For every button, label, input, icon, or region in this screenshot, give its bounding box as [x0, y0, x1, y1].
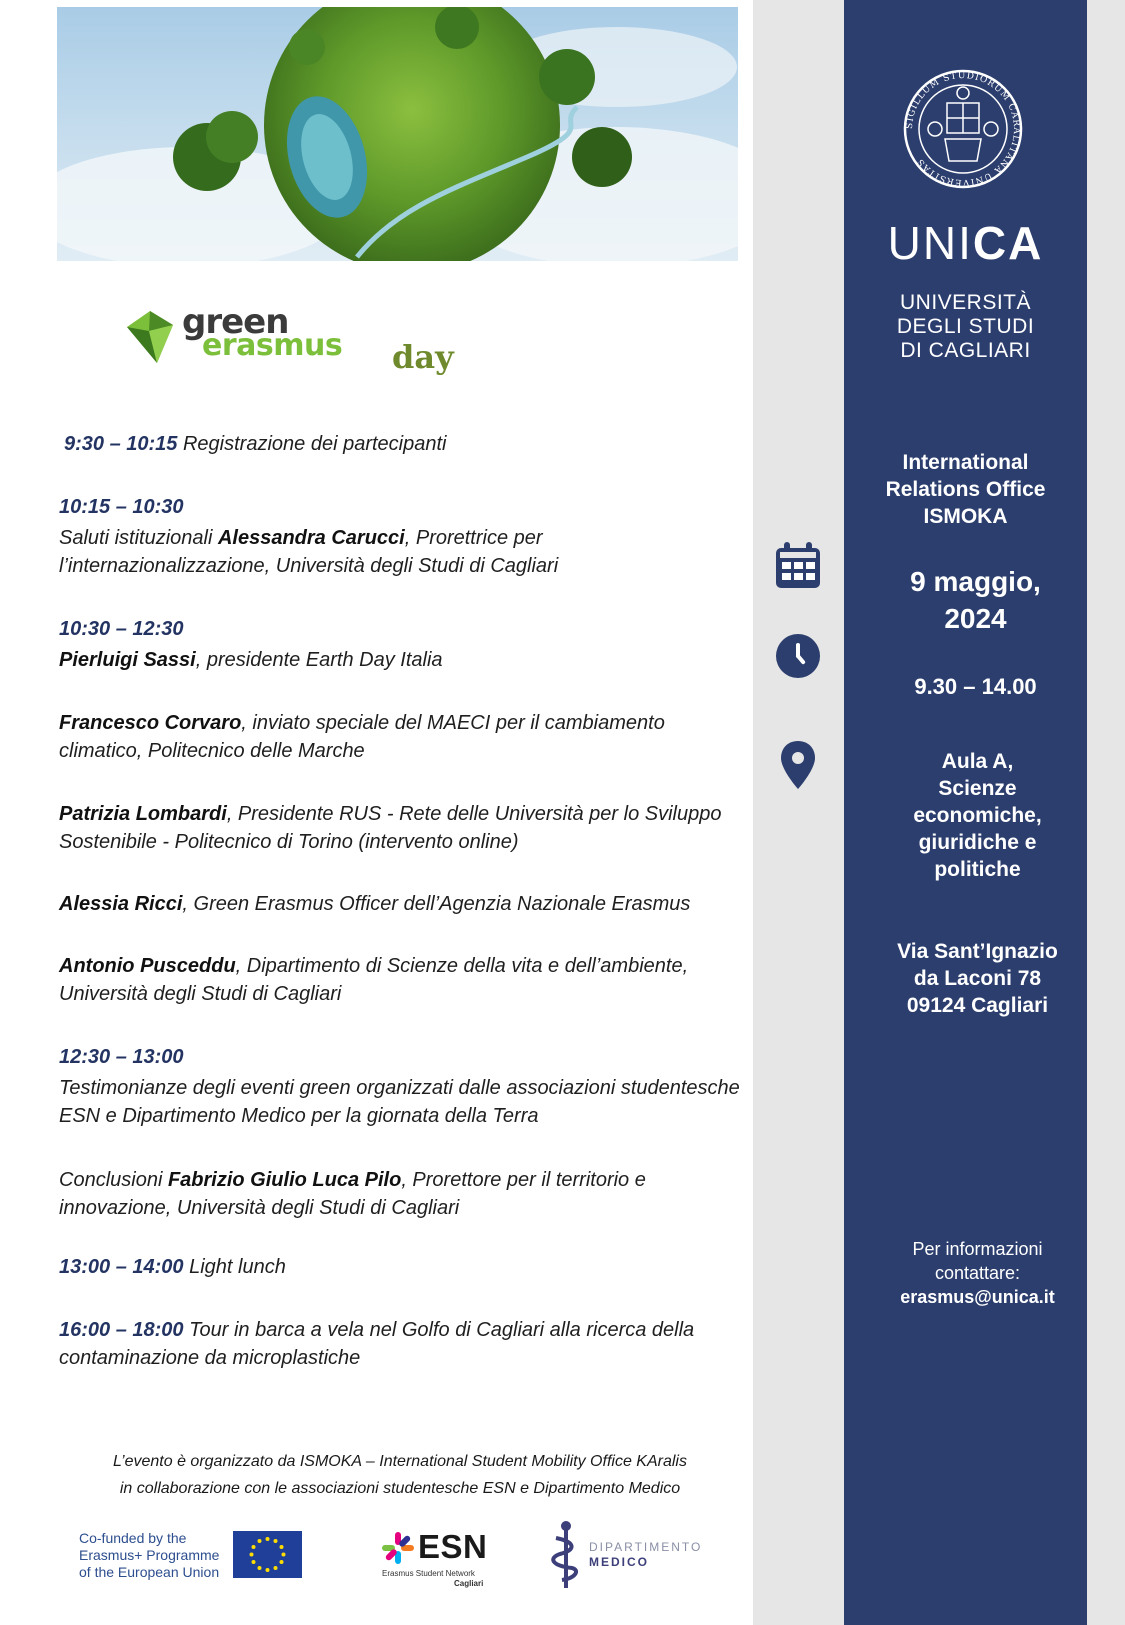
- program-text: Light lunch: [183, 1256, 286, 1278]
- program-item-speaker: [59, 646, 749, 674]
- calendar-icon: [776, 542, 820, 588]
- speaker-name: Francesco Corvaro: [59, 712, 242, 734]
- esn-city: Cagliari: [454, 1579, 484, 1588]
- program-item-testimonials: [59, 1074, 749, 1130]
- dipartimento-medico-logo: [550, 1520, 750, 1592]
- caduceus-icon: [550, 1520, 582, 1592]
- event-room: [856, 748, 1099, 883]
- address-line: 09124 Cagliari: [906, 994, 1049, 1017]
- event-date: [854, 563, 1097, 637]
- dip-line1: DIPARTIMENTO: [589, 1540, 703, 1554]
- unica-logo: [844, 218, 1087, 268]
- eu-text-line: of the European Union: [79, 1564, 220, 1580]
- office-line: ISMOKA: [923, 505, 1008, 528]
- date-line: 2024: [944, 603, 1007, 634]
- program-item-speaker: [59, 709, 749, 765]
- location-pin-icon: [781, 741, 815, 789]
- program-time: 13:00 – 14:00: [59, 1256, 184, 1278]
- program-text: Registrazione dei partecipanti: [177, 433, 447, 455]
- program-text: Tour in barca a vela nel Golfo di Cagliari alla ricerca della contaminazione da microplastiche: [59, 1319, 695, 1369]
- address-line: Via Sant’Ignazio: [897, 940, 1058, 963]
- seal-text: SIGILLUM STUDIORUM CARALITANA UNIVERSITAS: [904, 70, 1022, 188]
- logo-word-day: day: [392, 338, 454, 376]
- university-seal-icon: [903, 69, 1023, 189]
- address-line: da Laconi 78: [913, 967, 1042, 990]
- contact-line: contattare:: [934, 1263, 1021, 1283]
- office-line: Relations Office: [885, 478, 1046, 501]
- speaker-name: Fabrizio Giulio Luca Pilo: [167, 1169, 402, 1191]
- program-text: , Prorettrice per l’internazionalizzazione, Università degli Studi di Cagliari: [59, 527, 559, 577]
- program-text: , Green Erasmus Officer dell’Agenzia Nazionale Erasmus: [182, 893, 691, 915]
- university-name-line: DI CAGLIARI: [900, 339, 1031, 362]
- program-time: 12:30 – 13:00: [59, 1046, 184, 1068]
- leaf-logo-icon: [127, 311, 173, 363]
- program-item-speaker: [59, 952, 749, 1008]
- office-line: International: [902, 451, 1029, 474]
- event-address: [856, 938, 1099, 1019]
- logo-word-green: green: [182, 302, 289, 342]
- program-time-heading: [59, 1043, 749, 1071]
- program-item-welcome: [59, 524, 749, 580]
- organizer-line: L’evento è organizzato da ISMOKA – International Student Mobility Office KAralis: [113, 1453, 687, 1470]
- contact-line: Per informazioni: [912, 1239, 1043, 1259]
- contact-email-link[interactable]: erasmus@unica.it: [900, 1287, 1055, 1307]
- room-line: Aula A,: [941, 750, 1014, 773]
- esn-subtitle: Erasmus Student Network: [382, 1569, 475, 1578]
- room-line: politiche: [934, 858, 1021, 881]
- dip-line2: MEDICO: [589, 1555, 649, 1569]
- speaker-name: Pierluigi Sassi: [59, 649, 196, 671]
- program-item-conclusions: [59, 1166, 749, 1222]
- logo-word-erasmus: erasmus: [202, 328, 343, 363]
- university-name-line: DEGLI STUDI: [896, 315, 1035, 338]
- program-time: 10:15 – 10:30: [59, 496, 184, 518]
- program-text: , Dipartimento di Scienze della vita e dell’ambiente, Università degli Studi di Cagliari: [59, 955, 689, 1005]
- esn-logo: [382, 1528, 492, 1588]
- organizer-line: in collaborazione con le associazioni studentesche ESN e Dipartimento Medico: [119, 1480, 681, 1497]
- office-name: [844, 449, 1087, 530]
- partner-logos: [0, 1520, 760, 1600]
- program-time: 9:30 – 10:15: [64, 433, 178, 455]
- room-line: economiche,: [913, 804, 1042, 827]
- room-line: Scienze: [938, 777, 1017, 800]
- eu-flag-icon: [233, 1531, 302, 1578]
- clock-icon: [776, 634, 820, 678]
- program-text: , presidente Earth Day Italia: [195, 649, 443, 671]
- program-time-heading: [59, 493, 749, 521]
- program-time-heading: [59, 615, 749, 643]
- speaker-name: Antonio Pusceddu: [59, 955, 236, 977]
- program-time: 10:30 – 12:30: [59, 618, 184, 640]
- program-text: , Presidente RUS - Rete delle Università per lo Sviluppo Sostenibile - Politecnico di Torino (intervento online): [59, 803, 722, 853]
- speaker-name: Alessia Ricci: [59, 893, 183, 915]
- event-hours: 9.30 – 14.00: [914, 674, 1037, 699]
- room-line: giuridiche e: [918, 831, 1037, 854]
- date-line: 9 maggio,: [910, 566, 1041, 597]
- esn-wordmark: ESN: [418, 1528, 488, 1565]
- hero-image-planet: [57, 7, 738, 261]
- grey-strip-left: [753, 0, 844, 1625]
- program-text: , inviato speciale del MAECI per il cambiamento climatico, Politecnico delle Marche: [59, 712, 665, 762]
- university-name-line: UNIVERSITÀ: [899, 291, 1032, 314]
- green-erasmus-day-logo: [127, 302, 467, 385]
- program-item-boat-tour: [59, 1316, 749, 1372]
- program-text: Saluti istituzionali: [59, 527, 218, 549]
- speaker-name: Patrizia Lombardi: [59, 803, 227, 825]
- eu-text-line: Co-funded by the: [79, 1530, 187, 1546]
- eu-cofunded-text: [79, 1530, 219, 1581]
- program-item-speaker: [59, 800, 749, 856]
- unica-logo-part2: CA: [972, 217, 1044, 269]
- contact-info: [856, 1237, 1099, 1309]
- organizer-note: [60, 1448, 740, 1502]
- program-text: Conclusioni: [59, 1169, 168, 1191]
- university-name: [844, 291, 1087, 363]
- program-text: , Prorettore per il territorio e innovazione, Università degli Studi di Cagliari: [59, 1169, 646, 1219]
- esn-star-icon: [382, 1532, 414, 1564]
- speaker-name: Alessandra Carucci: [217, 527, 405, 549]
- eu-text-line: Erasmus+ Programme: [79, 1547, 220, 1563]
- program-text: Testimonianze degli eventi green organizzati dalle associazioni studentesche ESN e Dipartimento Medico per la giornata della Terra: [59, 1077, 740, 1127]
- program-time: 16:00 – 18:00: [59, 1319, 184, 1341]
- program-item-registration: [64, 430, 754, 458]
- info-sidebar: [844, 0, 1087, 1625]
- program-item-speaker: [59, 890, 749, 918]
- unica-logo-part1: UNI: [887, 217, 973, 269]
- program-item-lunch: [59, 1253, 749, 1281]
